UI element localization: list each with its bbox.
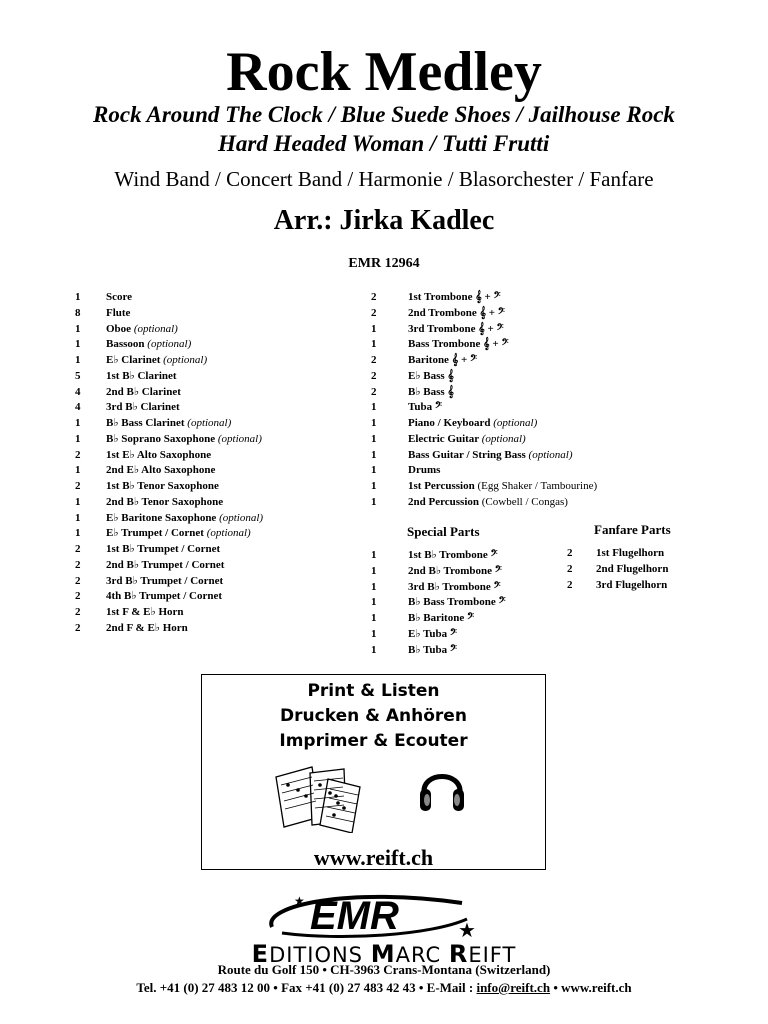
part-row <box>75 432 355 448</box>
emr-logo-text: EMR <box>310 894 399 938</box>
part-name: Electric Guitar (optional) <box>408 432 526 445</box>
part-note: (optional) <box>481 432 526 445</box>
part-name: 1st F & E♭ Horn <box>106 606 184 618</box>
part-name: 2nd B♭ Trombone 𝄢 <box>408 564 502 577</box>
part-quantity: 2 <box>567 562 573 575</box>
part-name: 2nd Trombone 𝄞 + 𝄢 <box>408 306 505 319</box>
part-row <box>371 479 671 495</box>
part-quantity: 2 <box>371 354 377 366</box>
special-parts-list <box>371 548 561 658</box>
part-name: 3rd B♭ Trombone 𝄢 <box>408 580 501 593</box>
part-name: 2nd Percussion (Cowbell / Congas) <box>408 495 568 508</box>
part-row <box>371 580 561 596</box>
part-name: 1st B♭ Clarinet <box>106 369 177 382</box>
part-name: Baritone 𝄞 + 𝄢 <box>408 354 478 366</box>
part-row <box>371 400 671 416</box>
part-row <box>371 448 671 464</box>
part-row <box>75 605 355 621</box>
part-quantity: 2 <box>75 480 81 492</box>
part-quantity: 1 <box>371 448 377 461</box>
title: Rock Medley <box>226 41 542 103</box>
part-name: E♭ Baritone Saxophone (optional) <box>106 511 264 524</box>
part-row <box>75 558 355 574</box>
part-name: 1st Trombone 𝄞 + 𝄢 <box>408 291 501 303</box>
subtitle-line-2: Hard Headed Woman / Tutti Frutti <box>218 131 550 156</box>
part-quantity: 8 <box>75 306 81 319</box>
part-name: E♭ Clarinet (optional) <box>106 354 208 366</box>
parts-list-brass-rhythm <box>371 290 671 511</box>
promo-line-3: Imprimer & Ecouter <box>279 731 468 751</box>
part-name: Drums <box>408 464 441 477</box>
part-name: 1st E♭ Alto Saxophone <box>106 448 212 461</box>
part-name: Tuba 𝄢 <box>408 401 442 414</box>
part-note: (optional) <box>163 354 208 366</box>
part-note: (optional) <box>219 511 264 524</box>
part-name: 2nd B♭ Trumpet / Cornet <box>106 558 225 571</box>
part-row <box>75 574 355 590</box>
part-row <box>567 546 717 562</box>
part-note: (Egg Shaker / Tambourine) <box>477 480 598 492</box>
part-name: 3rd B♭ Trumpet / Cornet <box>106 574 224 587</box>
part-row <box>371 290 671 306</box>
instrumentation: Wind Band / Concert Band / Harmonie / Blasorchester / Fanfare <box>114 167 654 191</box>
part-quantity: 1 <box>371 612 377 624</box>
catalog-number: EMR 12964 <box>348 256 420 271</box>
part-name: B♭ Bass 𝄞 <box>408 385 454 398</box>
part-name: Piano / Keyboard (optional) <box>408 417 538 429</box>
part-quantity: 4 <box>75 385 81 398</box>
part-row <box>371 432 671 448</box>
part-quantity: 1 <box>75 511 81 524</box>
part-name: Score <box>106 291 133 303</box>
part-row <box>371 595 561 611</box>
part-row <box>75 369 355 385</box>
part-quantity: 1 <box>371 627 377 640</box>
part-row <box>371 463 671 479</box>
headphones-icon <box>418 761 466 817</box>
part-quantity: 4 <box>75 401 81 414</box>
part-quantity: 1 <box>371 580 377 593</box>
part-quantity: 1 <box>75 338 81 351</box>
part-note: (Cowbell / Congas) <box>481 495 568 508</box>
part-row <box>75 542 355 558</box>
emr-logo <box>262 889 482 941</box>
part-row <box>75 511 355 527</box>
part-name: B♭ Bass Clarinet (optional) <box>106 417 232 429</box>
part-quantity: 2 <box>75 543 81 555</box>
part-row <box>371 627 561 643</box>
part-row <box>75 416 355 432</box>
parts-list-woodwinds <box>75 290 355 637</box>
part-name: 1st Percussion (Egg Shaker / Tambourine) <box>408 480 598 492</box>
part-name: B♭ Baritone 𝄢 <box>408 612 475 624</box>
part-name: 2nd B♭ Tenor Saxophone <box>106 495 224 508</box>
part-row <box>75 589 355 605</box>
part-quantity: 2 <box>75 558 81 571</box>
part-quantity: 1 <box>371 432 377 445</box>
part-quantity: 2 <box>75 590 81 603</box>
part-name: B♭ Bass Trombone 𝄢 <box>408 596 506 609</box>
part-quantity: 5 <box>75 369 81 382</box>
part-name: Bass Guitar / String Bass (optional) <box>408 448 573 461</box>
part-quantity: 1 <box>371 322 377 335</box>
promo-line-2: Drucken & Anhören <box>280 706 467 726</box>
part-note: (optional) <box>147 338 192 351</box>
part-quantity: 1 <box>371 549 377 561</box>
part-name: 3rd Trombone 𝄞 + 𝄢 <box>408 322 504 335</box>
part-row <box>567 562 717 578</box>
part-quantity: 1 <box>75 432 81 445</box>
part-quantity: 1 <box>75 417 81 429</box>
part-row <box>371 306 671 322</box>
part-row <box>75 495 355 511</box>
part-name: 2nd B♭ Clarinet <box>106 385 181 398</box>
subtitle-line-1: Rock Around The Clock / Blue Suede Shoes / Jailhouse Rock <box>93 102 675 127</box>
special-parts-heading: Special Parts <box>407 524 480 539</box>
part-row <box>75 400 355 416</box>
part-row <box>75 337 355 353</box>
part-name: 2nd E♭ Alto Saxophone <box>106 464 216 477</box>
part-note: (optional) <box>217 432 262 445</box>
part-row <box>371 548 561 564</box>
part-name: E♭ Trumpet / Cornet (optional) <box>106 527 251 540</box>
part-quantity: 1 <box>371 495 377 508</box>
email-link[interactable]: info@reift.ch <box>476 980 551 995</box>
publisher-address: Route du Golf 150 • CH-3963 Crans-Montana (Switzerland) <box>217 962 551 977</box>
part-row <box>371 564 561 580</box>
part-quantity: 2 <box>567 578 573 591</box>
part-name: 3rd B♭ Clarinet <box>106 401 180 414</box>
website-link[interactable]: www.reift.ch <box>313 845 434 870</box>
part-row <box>75 463 355 479</box>
part-row <box>371 611 561 627</box>
part-note: (optional) <box>493 417 538 429</box>
part-quantity: 1 <box>371 338 377 351</box>
publisher-name: EDITIONS MARC REIFT <box>251 940 517 968</box>
part-row <box>75 322 355 338</box>
part-name: B♭ Tuba 𝄢 <box>408 643 457 656</box>
part-quantity: 2 <box>75 574 81 587</box>
part-note: (optional) <box>206 527 251 540</box>
part-row <box>371 337 671 353</box>
part-row <box>371 495 671 511</box>
sheet-music-icon <box>272 763 367 833</box>
promo-line-1: Print & Listen <box>307 681 440 701</box>
fanfare-parts-heading: Fanfare Parts <box>594 522 671 537</box>
part-quantity: 1 <box>75 527 81 540</box>
part-row <box>75 448 355 464</box>
part-row <box>371 643 561 659</box>
publisher-contact: Tel. +41 (0) 27 483 12 00 • Fax +41 (0) 27 483 42 43 • E-Mail : info@reift.ch • www.reift.ch <box>136 980 632 995</box>
part-note: (optional) <box>133 322 178 335</box>
part-row <box>75 290 355 306</box>
part-name: B♭ Soprano Saxophone (optional) <box>106 432 262 445</box>
part-note: (optional) <box>187 417 232 429</box>
part-name: 1st Flugelhorn <box>596 547 665 559</box>
part-name: Bass Trombone 𝄞 + 𝄢 <box>408 338 509 351</box>
part-quantity: 1 <box>371 643 377 656</box>
part-quantity: 2 <box>567 547 573 559</box>
part-quantity: 2 <box>371 306 377 319</box>
part-row <box>75 479 355 495</box>
print-listen-box <box>201 674 546 870</box>
part-name: 3rd Flugelhorn <box>596 578 668 591</box>
arranger: Arr.: Jirka Kadlec <box>273 205 495 236</box>
part-row <box>75 353 355 369</box>
part-name: Bassoon (optional) <box>106 338 192 351</box>
part-quantity: 2 <box>371 291 377 303</box>
part-name: 1st B♭ Trombone 𝄢 <box>408 549 498 561</box>
part-quantity: 1 <box>371 480 377 492</box>
part-quantity: 1 <box>75 464 81 477</box>
part-name: 2nd Flugelhorn <box>596 562 669 575</box>
part-row <box>75 526 355 542</box>
part-name: Oboe (optional) <box>106 322 178 335</box>
part-name: 1st B♭ Tenor Saxophone <box>106 480 219 492</box>
part-quantity: 2 <box>75 606 81 618</box>
part-name: Flute <box>106 306 131 319</box>
part-quantity: 2 <box>75 621 81 634</box>
part-row <box>75 385 355 401</box>
part-quantity: 2 <box>371 385 377 398</box>
part-quantity: 2 <box>75 448 81 461</box>
part-quantity: 2 <box>371 369 377 382</box>
part-note: (optional) <box>528 448 573 461</box>
part-name: 1st B♭ Trumpet / Cornet <box>106 543 221 555</box>
svg-text:★: ★ <box>294 894 305 908</box>
part-quantity: 1 <box>371 564 377 577</box>
part-name: 4th B♭ Trumpet / Cornet <box>106 590 222 603</box>
part-row <box>371 353 671 369</box>
svg-text:★: ★ <box>458 918 476 941</box>
part-row <box>567 578 717 594</box>
part-row <box>371 322 671 338</box>
part-quantity: 1 <box>371 464 377 477</box>
part-name: 2nd F & E♭ Horn <box>106 621 188 634</box>
fanfare-parts-list <box>567 546 717 593</box>
part-quantity: 1 <box>371 401 377 414</box>
part-name: E♭ Tuba 𝄢 <box>408 627 457 640</box>
part-row <box>371 385 671 401</box>
part-quantity: 1 <box>75 495 81 508</box>
part-name: E♭ Bass 𝄞 <box>408 369 454 382</box>
part-quantity: 1 <box>75 354 81 366</box>
part-row <box>371 369 671 385</box>
part-quantity: 1 <box>371 596 377 609</box>
part-row <box>75 621 355 637</box>
part-row <box>371 416 671 432</box>
part-quantity: 1 <box>75 322 81 335</box>
part-quantity: 1 <box>371 417 377 429</box>
part-row <box>75 306 355 322</box>
part-quantity: 1 <box>75 291 81 303</box>
